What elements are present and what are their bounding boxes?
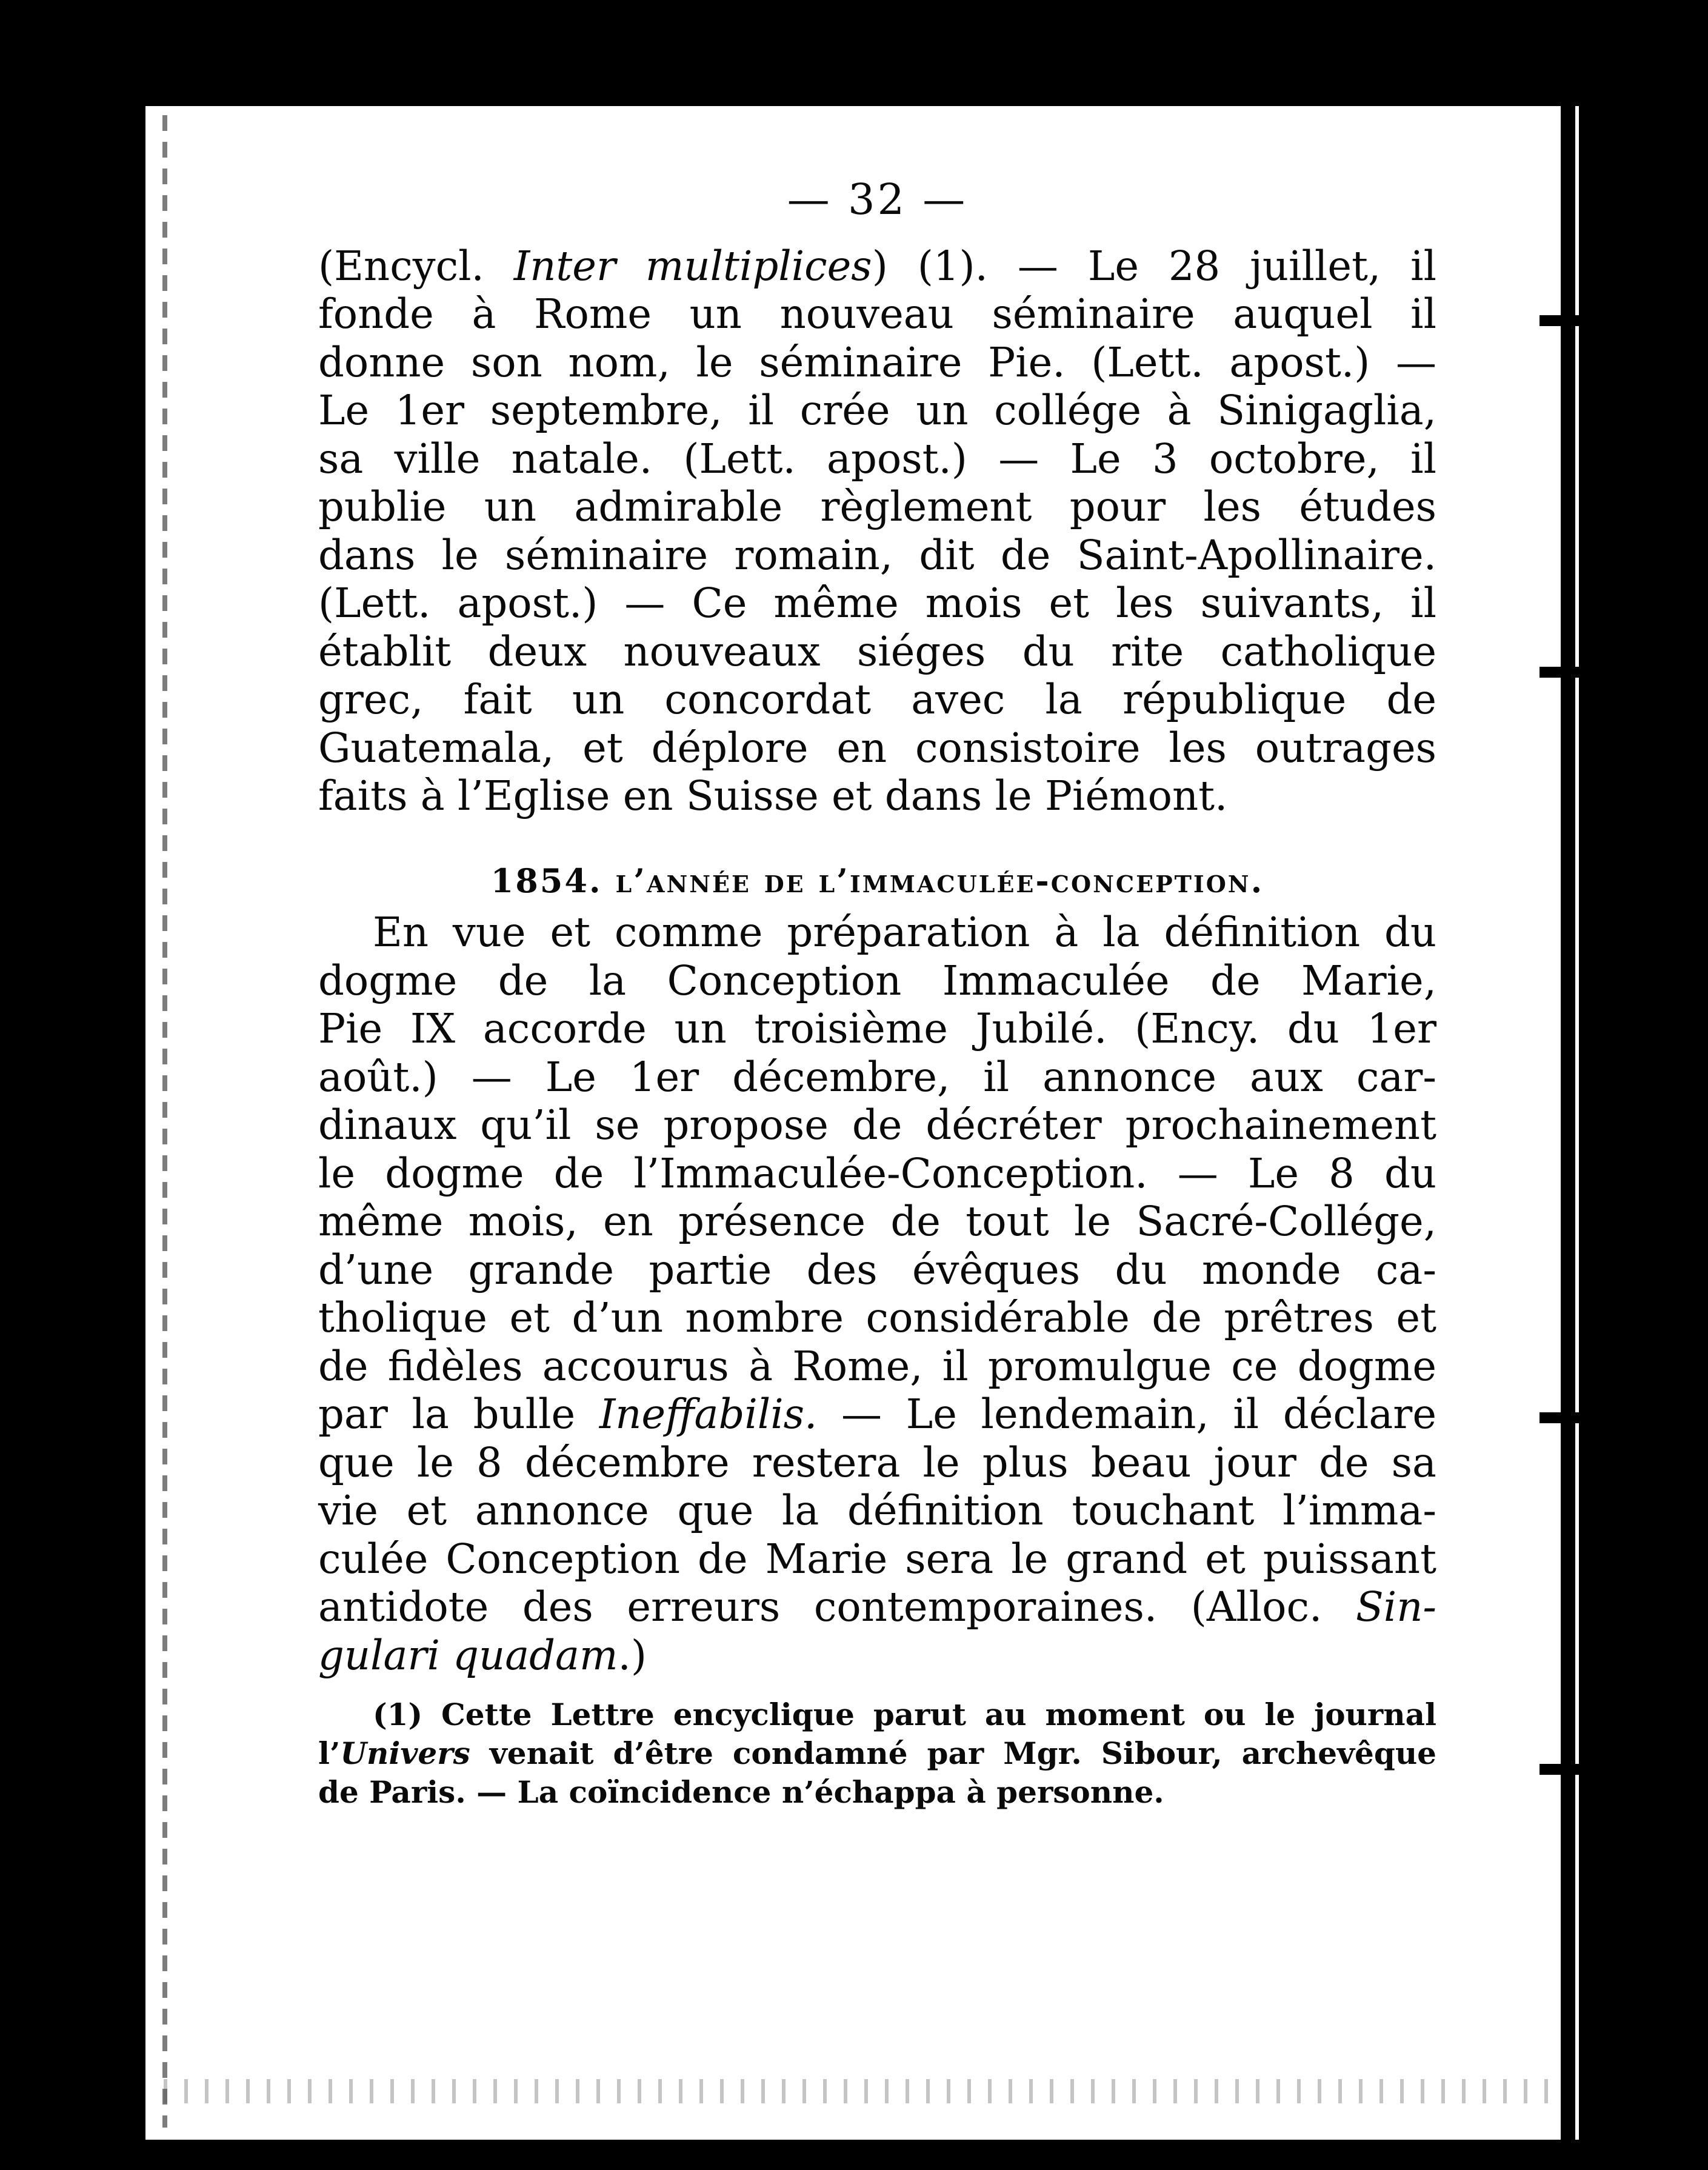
scan-edge-mark bbox=[1540, 1412, 1588, 1423]
text-line: antidote des erreurs contemporaines. (Alloc. Sin- bbox=[318, 1583, 1436, 1631]
text-line: dinaux qu’il se propose de décréter prochainement bbox=[318, 1101, 1436, 1149]
scan-right-border bbox=[1561, 85, 1575, 2146]
scan-edge-mark bbox=[1540, 1764, 1588, 1775]
text-line: gulari quadam.) bbox=[318, 1631, 647, 1679]
page-binding-edge bbox=[162, 115, 167, 2128]
text-line: dans le séminaire romain, dit de Saint-Apollinaire. bbox=[318, 531, 1436, 579]
scan-edge-mark bbox=[1540, 315, 1588, 326]
text-line: Le 1er septembre, il crée un collége à Sinigaglia, bbox=[318, 387, 1436, 434]
text-line: dogme de la Conception Immaculée de Marie, bbox=[318, 956, 1436, 1004]
text-line: tholique et d’un nombre considérable de prêtres et bbox=[318, 1294, 1436, 1341]
text-line: publie un admirable règlement pour les études bbox=[318, 483, 1436, 530]
text-line: de fidèles accourus à Rome, il promulgue ce dogme bbox=[318, 1342, 1436, 1390]
text-line: vie et annonce que la définition touchant l’imma- bbox=[318, 1487, 1436, 1534]
scan-edge-mark bbox=[1540, 667, 1588, 678]
text-line: fonde à Rome un nouveau séminaire auquel il bbox=[318, 290, 1436, 338]
text-line: Pie IX accorde un troisième Jubilé. (Ency. du 1er bbox=[318, 1005, 1436, 1052]
text-line: d’une grande partie des évêques du monde ca- bbox=[318, 1246, 1436, 1294]
text-line: En vue et comme préparation à la définition du bbox=[373, 909, 1436, 956]
text-line: (Lett. apost.) — Ce même mois et les suivants, il bbox=[318, 579, 1436, 627]
text-line: sa ville natale. (Lett. apost.) — Le 3 octobre, il bbox=[318, 435, 1436, 482]
scan-bottom-noise bbox=[164, 2079, 1558, 2103]
footnote-line: (1) Cette Lettre encyclique parut au moment ou le journal bbox=[373, 1697, 1436, 1732]
text-line: par la bulle Ineffabilis. — Le lendemain, il déclare bbox=[318, 1390, 1436, 1438]
text-line: août.) — Le 1er décembre, il annonce aux car- bbox=[318, 1053, 1436, 1101]
text-line: faits à l’Eglise en Suisse et dans le Piémont. bbox=[318, 772, 1228, 820]
text-line: grec, fait un concordat avec la république de bbox=[318, 676, 1436, 723]
section-heading: 1854. l’année de l’immaculée-conception. bbox=[490, 861, 1264, 900]
footnote-line: l’Univers venait d’être condamné par Mgr. Sibour, archevêque bbox=[318, 1735, 1436, 1771]
text-line: donne son nom, le séminaire Pie. (Lett. apost.) — bbox=[318, 338, 1436, 386]
text-line: même mois, en présence de tout le Sacré-Collége, bbox=[318, 1198, 1436, 1245]
paragraph-2 bbox=[318, 909, 1436, 1680]
footnote bbox=[318, 1695, 1436, 1812]
footnote-line: de Paris. — La coïncidence n’échappa à personne. bbox=[318, 1774, 1164, 1810]
page-number: — 32 — bbox=[787, 175, 968, 224]
text-line: Guatemala, et déplore en consistoire les outrages bbox=[318, 724, 1436, 772]
text-line: que le 8 décembre restera le plus beau jour de sa bbox=[318, 1438, 1436, 1486]
page-text bbox=[318, 176, 1436, 1812]
text-line: établit deux nouveaux siéges du rite catholique bbox=[318, 627, 1436, 675]
text-line: le dogme de l’Immaculée-Conception. — Le 8 du bbox=[318, 1149, 1436, 1197]
paragraph-1 bbox=[318, 242, 1436, 821]
text-line: (Encycl. Inter multiplices) (1). — Le 28 juillet, il bbox=[318, 242, 1436, 290]
text-line: culée Conception de Marie sera le grand et puissant bbox=[318, 1535, 1436, 1583]
